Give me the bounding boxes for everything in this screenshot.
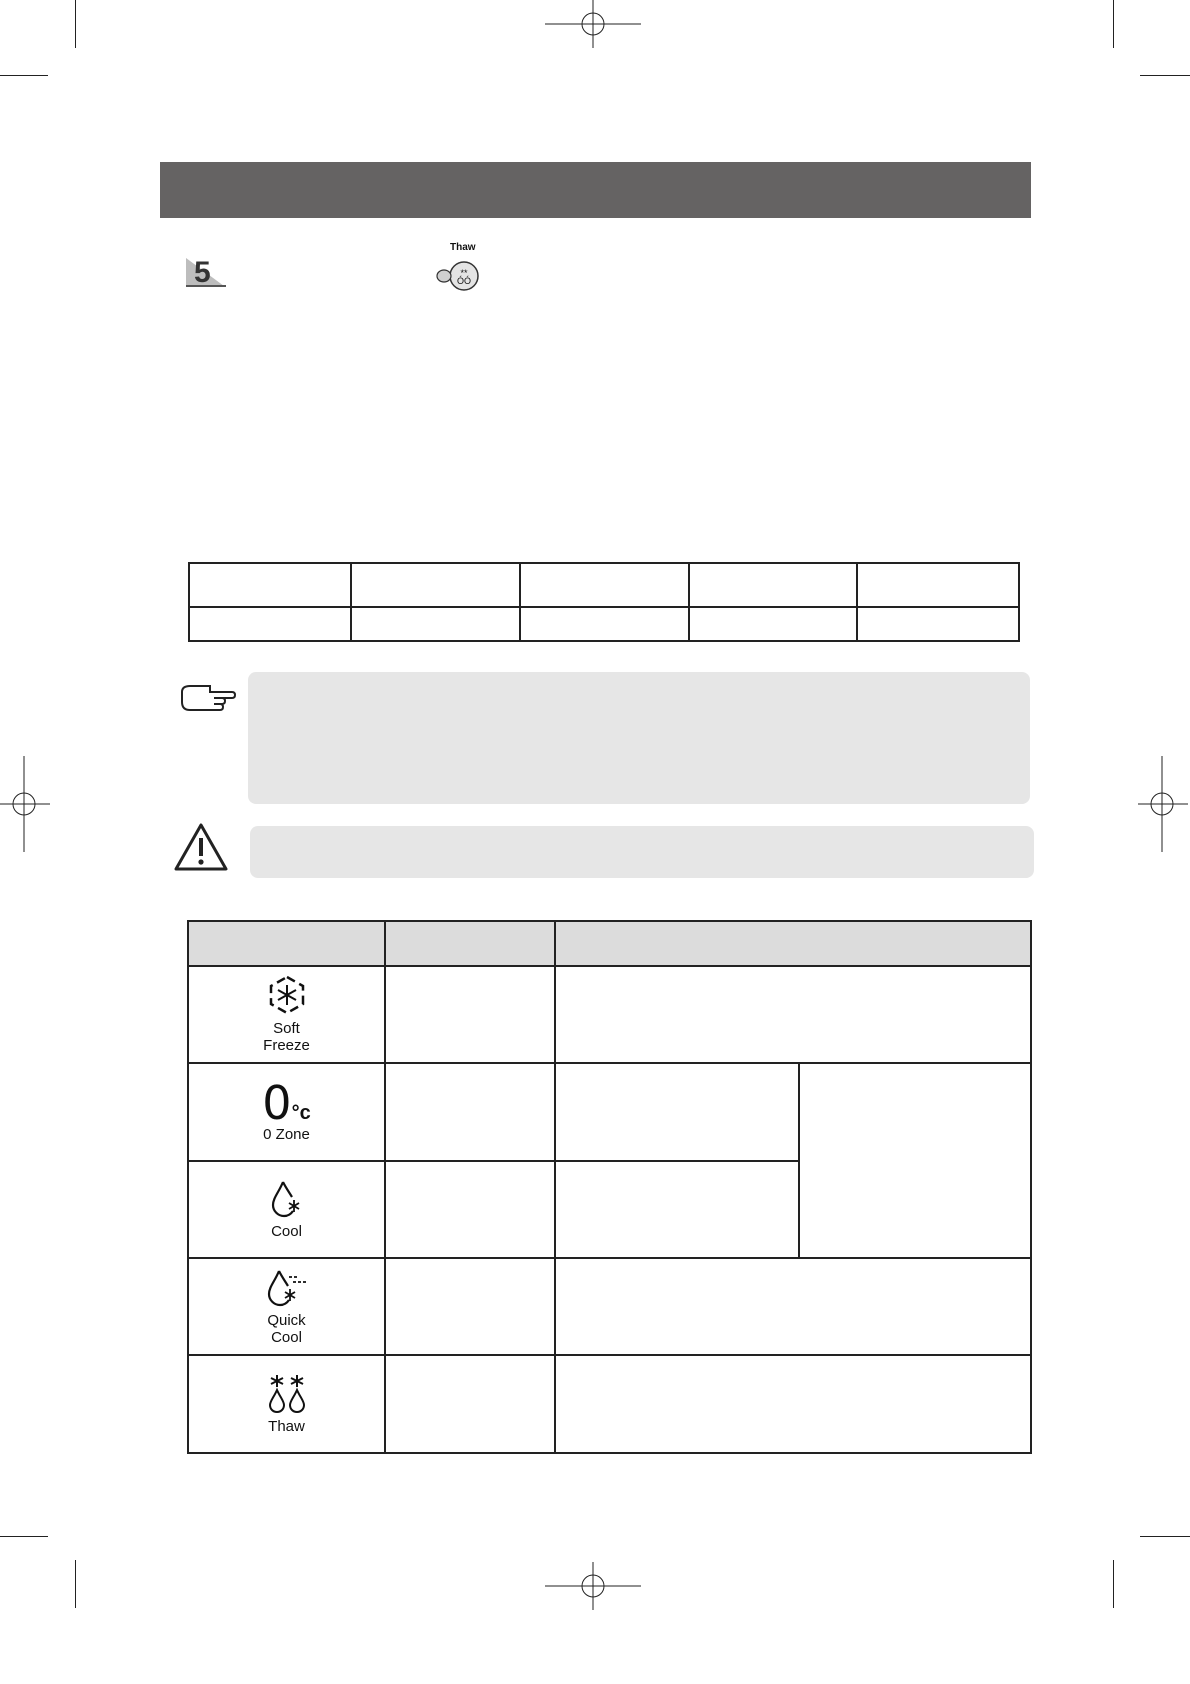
table-cell (385, 1063, 555, 1160)
table-cell (520, 563, 689, 607)
mode-label: Freeze (263, 1036, 310, 1054)
table-cell (689, 607, 857, 641)
table-cell (555, 1258, 1031, 1355)
mode-icon-cell (188, 1355, 385, 1453)
table-cell (555, 1355, 1031, 1453)
table-cell (555, 966, 1031, 1063)
soft-freeze-icon (267, 975, 307, 1015)
registration-mark-right (1138, 756, 1190, 856)
table-cell (520, 607, 689, 641)
pointing-hand-icon (180, 684, 236, 714)
cool-icon (267, 1178, 307, 1218)
thaw-button[interactable] (430, 240, 486, 296)
table-cell (189, 607, 351, 641)
mode-icon-cell (188, 1161, 385, 1258)
table-cell (351, 563, 520, 607)
table-cell (385, 1258, 555, 1355)
table-cell (857, 607, 1019, 641)
note-box (248, 672, 1030, 804)
thaw-button-icon (430, 240, 486, 296)
section-header-bar (160, 162, 1031, 218)
mode-label: 0 Zone (263, 1126, 310, 1144)
crop-mark (0, 1536, 48, 1537)
registration-mark-bottom (545, 1562, 645, 1612)
quick-cool-icon (263, 1267, 311, 1307)
zero-zone-icon (189, 1076, 384, 1131)
registration-mark-left (0, 756, 52, 856)
table-header-cell (385, 921, 555, 966)
warning-icon (174, 822, 228, 872)
mode-label: Cool (271, 1329, 302, 1347)
table-cell (189, 563, 351, 607)
warning-box (250, 826, 1034, 878)
registration-mark-top (545, 0, 645, 50)
crop-mark (0, 75, 48, 76)
crop-mark (75, 0, 76, 48)
mode-table (187, 920, 1032, 1454)
crop-mark (1113, 1560, 1114, 1608)
mode-label: Quick (267, 1312, 306, 1330)
mode-icon-cell (188, 1063, 385, 1160)
crop-mark (75, 1560, 76, 1608)
table-cell (385, 1355, 555, 1453)
crop-mark (1140, 75, 1190, 76)
thaw-button-label: Thaw (450, 242, 476, 253)
table-cell (799, 1063, 1031, 1258)
thaw-icon (265, 1373, 309, 1413)
mode-label: Soft (273, 1019, 300, 1037)
table-header-cell (188, 921, 385, 966)
table-cell (857, 563, 1019, 607)
step-marker (186, 256, 226, 288)
zero-zone-digit: 0 (262, 1076, 292, 1131)
table-cell (689, 563, 857, 607)
crop-mark (1113, 0, 1114, 48)
step-number: 5 (194, 256, 211, 289)
zero-zone-unit: °c (291, 1102, 311, 1125)
table-cell (385, 966, 555, 1063)
settings-table (188, 562, 1020, 642)
crop-mark (1140, 1536, 1190, 1537)
table-cell (385, 1161, 555, 1258)
table-cell (351, 607, 520, 641)
svg-text:**: ** (460, 268, 468, 278)
table-header-cell (555, 921, 1031, 966)
mode-label: Thaw (268, 1418, 305, 1436)
mode-icon-cell (188, 966, 385, 1063)
table-cell (555, 1161, 799, 1258)
mode-label: Cool (271, 1223, 302, 1241)
table-cell (555, 1063, 799, 1160)
mode-icon-cell (188, 1258, 385, 1355)
svg-text:ÓÓ: ÓÓ (456, 276, 472, 286)
